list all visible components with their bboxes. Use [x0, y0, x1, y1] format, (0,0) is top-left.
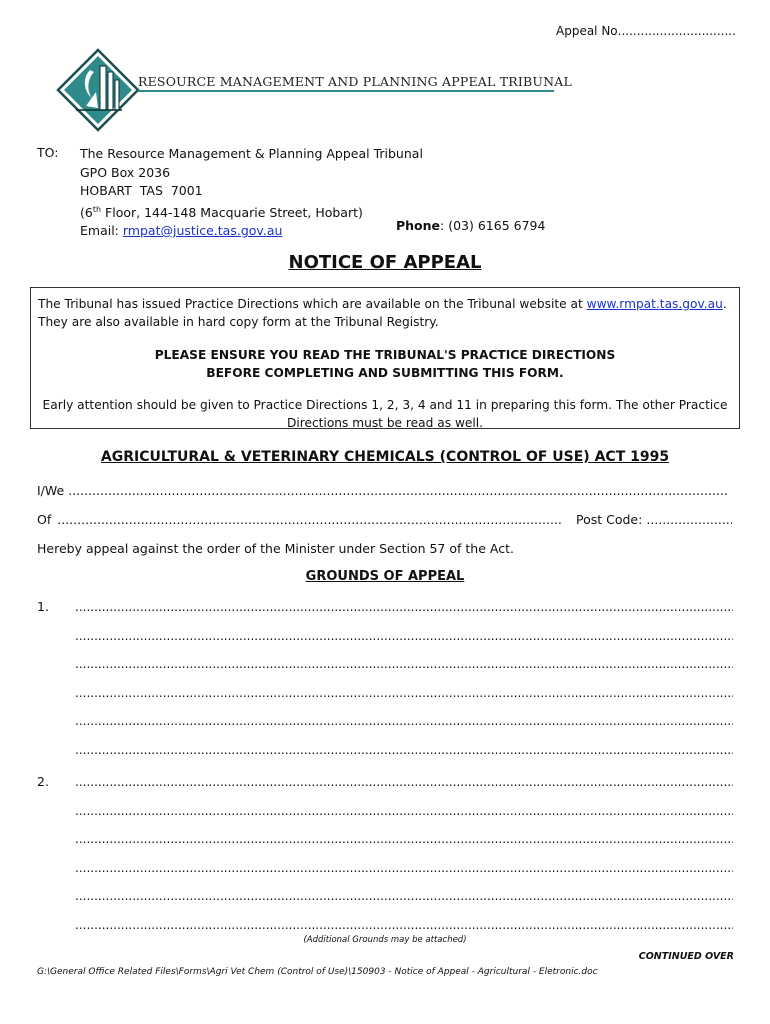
- to-label: TO:: [37, 145, 59, 160]
- additional-grounds-note: (Additional Grounds may be attached): [303, 935, 467, 945]
- ground-2-lines[interactable]: [75, 775, 733, 934]
- grounds-heading: GROUNDS OF APPEAL: [305, 569, 465, 584]
- tribunal-banner: RESOURCE MANAGEMENT AND PLANNING APPEAL TRIBUNAL: [138, 74, 572, 89]
- of-label: Of: [37, 512, 52, 527]
- phone-label: Phone: [396, 218, 441, 233]
- iwe-label: I/We: [37, 483, 65, 498]
- appeal-no-field[interactable]: [556, 24, 736, 38]
- notice-box: [30, 287, 740, 429]
- phone-line: [396, 218, 545, 233]
- postcode-field[interactable]: [576, 512, 732, 527]
- banner-rule: [138, 90, 554, 92]
- ground-1-lines[interactable]: [75, 600, 733, 759]
- hereby-statement: Hereby appeal against the order of the Minister under Section 57 of the Act.: [37, 541, 514, 556]
- file-path-footer: G:\General Office Related Files\Forms\Agri Vet Chem (Control of Use)\150903 - Notice of Appeal - Agricultural - Eletronic.doc: [37, 967, 598, 977]
- address-email-line: Email: rmpat@justice.tas.gov.au: [80, 223, 283, 239]
- postcode-label: Post Code:: [576, 512, 643, 527]
- phone-value: : (03) 6165 6794: [440, 218, 546, 233]
- notice-para2: Early attention should be given to Practice Directions 1, 2, 3, 4 and 11 in preparing this form. The other Practice Directions must be read as well.: [42, 398, 728, 430]
- continued-over: CONTINUED OVER: [638, 951, 734, 962]
- address-line2: GPO Box 2036: [80, 164, 171, 180]
- address-block: [80, 145, 423, 241]
- tribunal-logo-icon: [56, 48, 140, 132]
- iwe-field[interactable]: [37, 483, 728, 498]
- address-line3: HOBART TAS 7001: [80, 183, 203, 198]
- ground-number: 2.: [37, 774, 49, 789]
- website-link[interactable]: www.rmpat.tas.gov.au: [586, 297, 723, 311]
- of-field[interactable]: [37, 512, 562, 527]
- act-title: AGRICULTURAL & VETERINARY CHEMICALS (CONTROL OF USE) ACT 1995: [100, 449, 670, 465]
- address-line4: (6th Floor, 144-148 Macquarie Street, Hobart): [80, 204, 363, 220]
- ground-number: 1.: [37, 599, 49, 614]
- address-line1: The Resource Management & Planning Appeal Tribunal: [80, 146, 423, 161]
- email-link[interactable]: rmpat@justice.tas.gov.au: [122, 223, 283, 239]
- page-title: NOTICE OF APPEAL: [288, 252, 482, 273]
- notice-para1: The Tribunal has issued Practice Directions which are available on the Tribunal website at www.rmpat.tas.gov.au. They are also available in hard copy form at the Tribunal Registry.: [38, 297, 727, 329]
- notice-warning: PLEASE ENSURE YOU READ THE TRIBUNAL'S PRACTICE DIRECTIONS BEFORE COMPLETING AND SUBMITTING THIS FORM.: [154, 348, 616, 380]
- appeal-no-label: Appeal No: [556, 24, 618, 38]
